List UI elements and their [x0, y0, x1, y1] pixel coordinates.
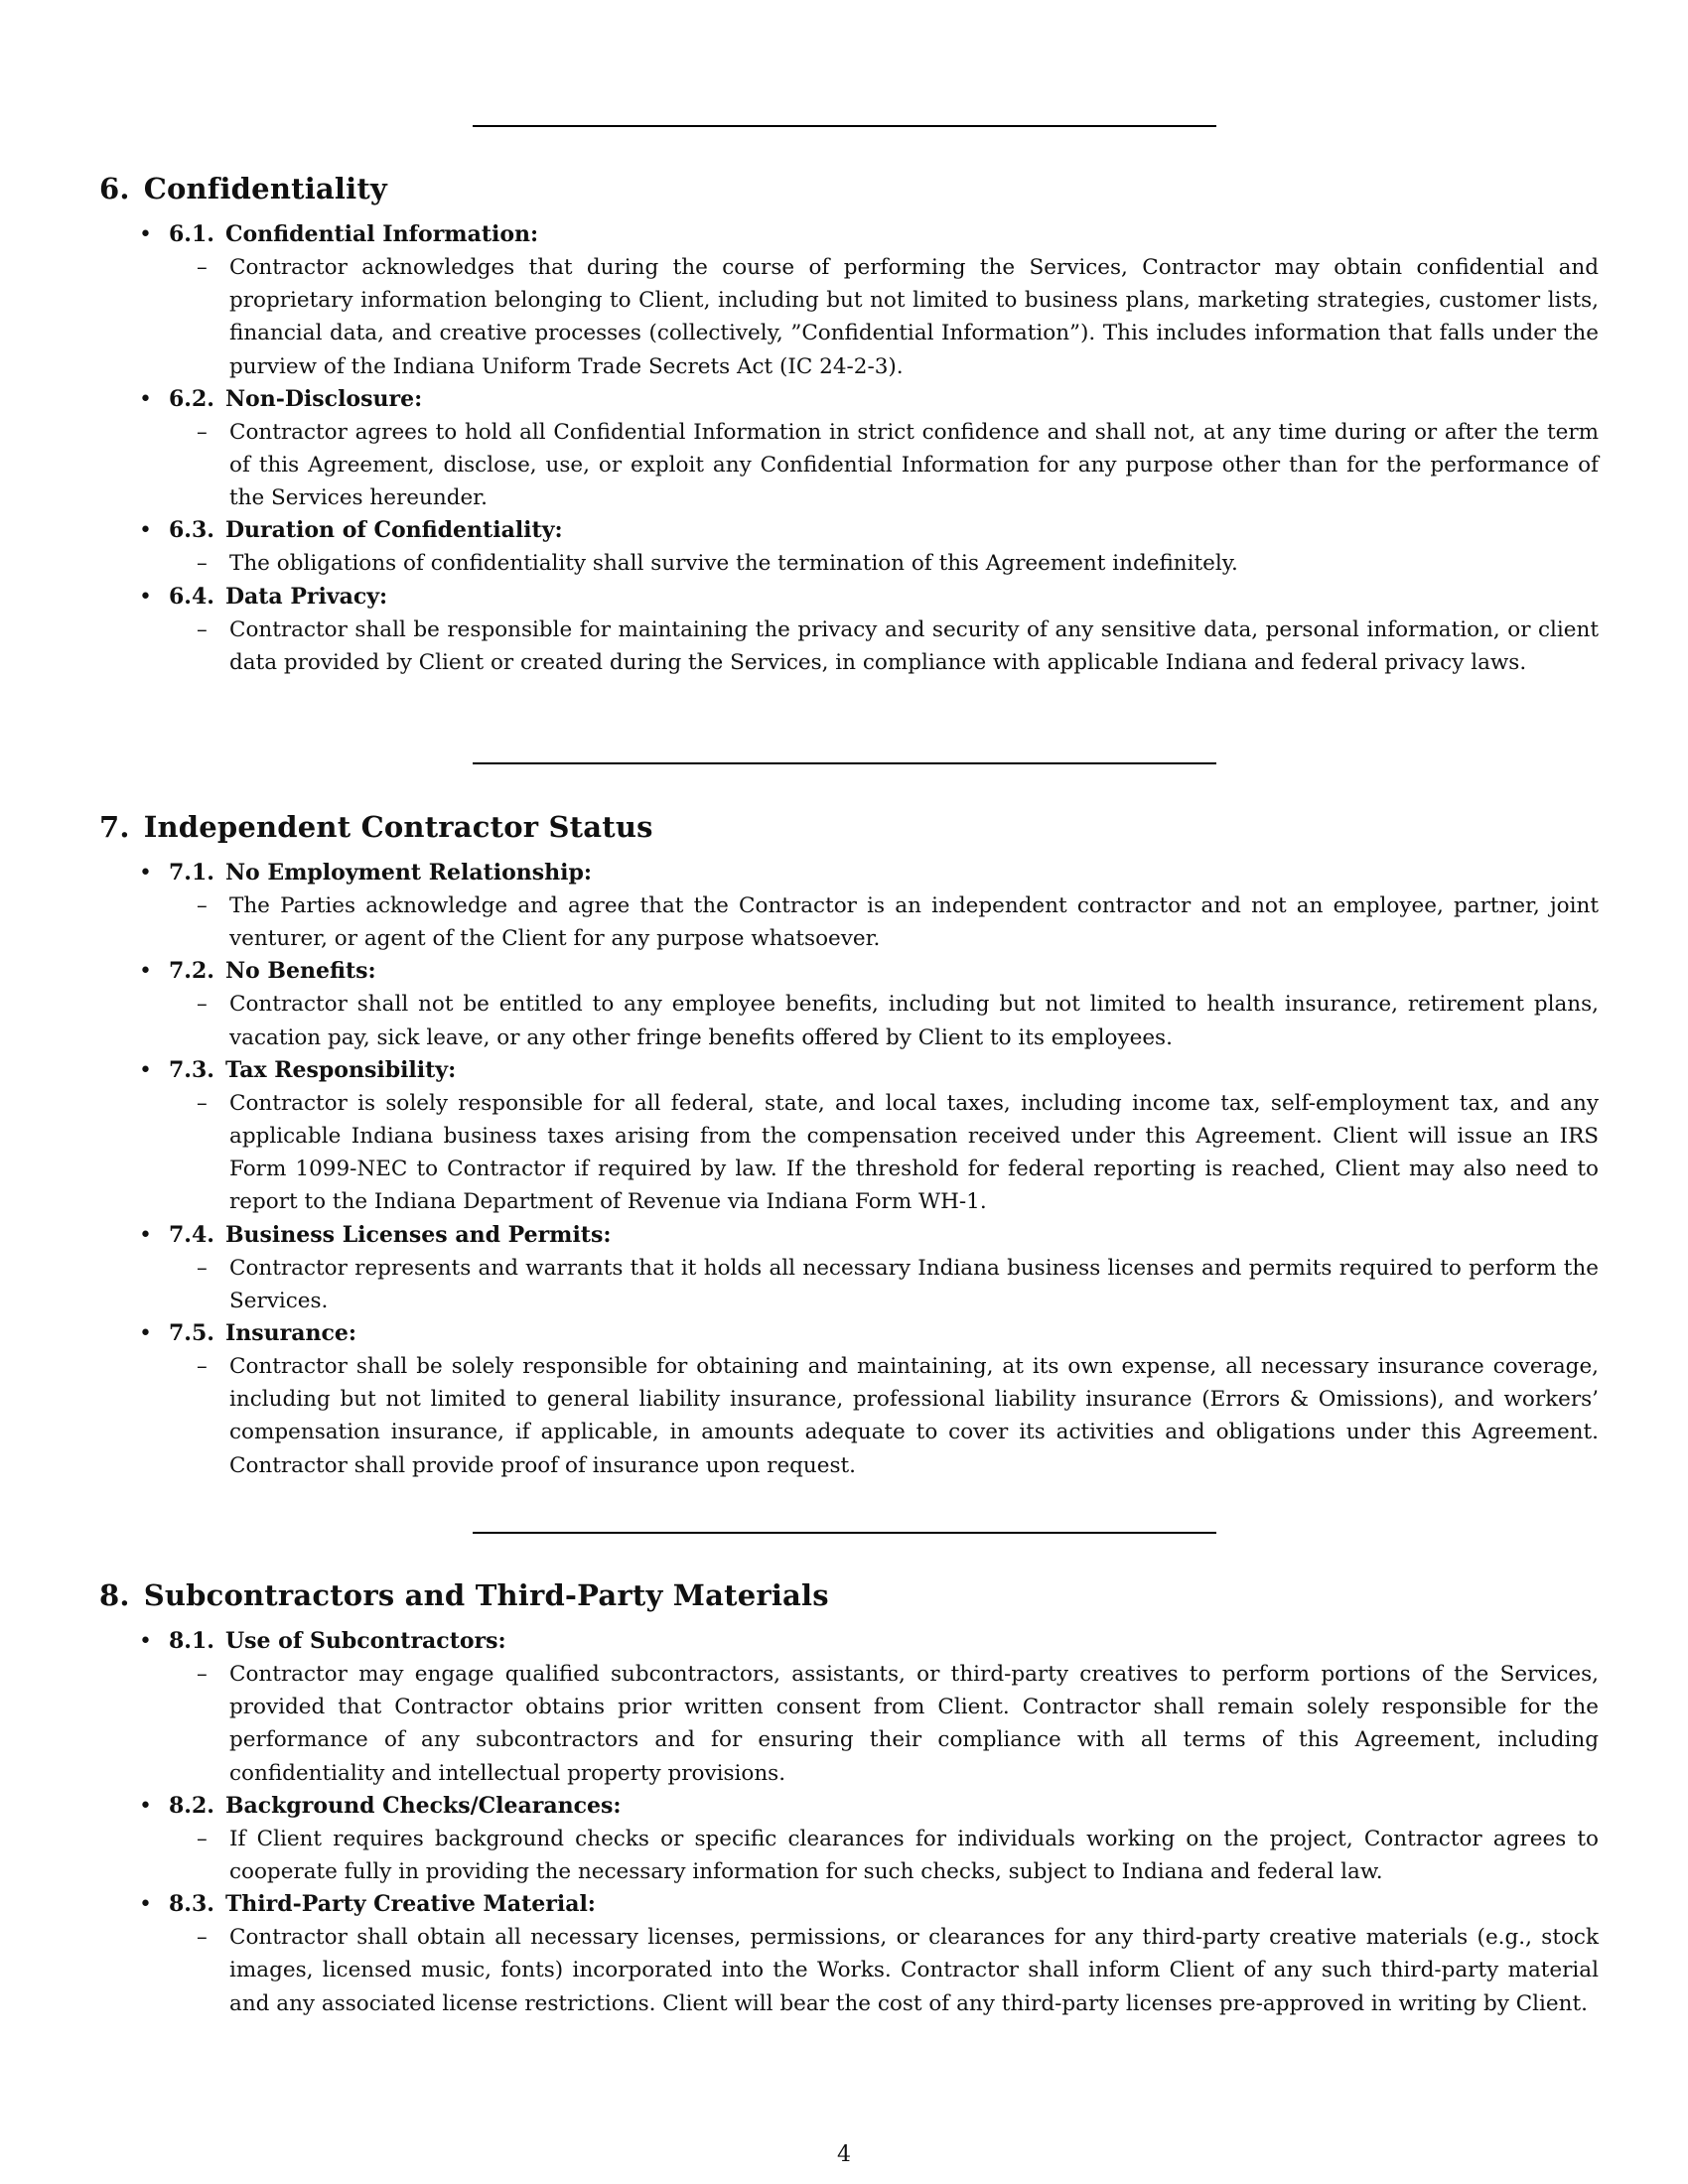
list-item: [99, 955, 1599, 1053]
dash-icon: –: [197, 1354, 208, 1380]
item-body: [169, 1087, 1599, 1219]
item-number: 6.1.: [169, 221, 214, 247]
section-number: 6.: [99, 172, 130, 205]
item-number: 7.1.: [169, 860, 214, 886]
list-item: [99, 1625, 1599, 1790]
section-number: 7.: [99, 810, 130, 844]
item-body: [169, 416, 1599, 515]
dash-icon: –: [197, 1090, 208, 1116]
item-number: 8.3.: [169, 1891, 214, 1918]
item-number: 6.3.: [169, 517, 214, 544]
dash-icon: –: [197, 551, 208, 577]
bullet-icon: •: [139, 1629, 152, 1654]
item-body: [169, 614, 1599, 679]
list-item: [99, 581, 1599, 679]
item-body: [169, 1921, 1599, 2020]
item-body: [169, 1823, 1599, 1888]
list-item: [99, 857, 1599, 955]
dash-icon: –: [197, 1826, 208, 1851]
item-title: Use of Subcontractors:: [224, 1628, 506, 1654]
item-heading: [169, 857, 1599, 889]
item-number: 6.2.: [169, 385, 214, 412]
section-items: [99, 218, 1599, 679]
item-body: [169, 889, 1599, 955]
item-title: No Benefits:: [224, 958, 376, 985]
item-text: Contractor shall not be entitled to any employee benefits, including but not limited to health insurance, retirement plans, vacation pay, sick leave, or any other fringe benefits offered by Client to its employees.: [229, 992, 1599, 1050]
list-item: [99, 218, 1599, 383]
item-text: Contractor shall be solely responsible for obtaining and maintaining, at its own expense, all necessary insurance coverage, including but not limited to general liability insurance, professional liability insurance (Errors & Omissions), and workers’ compensation insurance, if applicable, in amounts adequate to cover its activities and obligations under this Agreement. Contractor shall provide proof of insurance upon request.: [229, 1354, 1599, 1478]
section-6: [99, 171, 1599, 679]
item-heading: [169, 383, 1599, 416]
page-number: 4: [837, 2142, 851, 2167]
dash-icon: –: [197, 1255, 208, 1281]
section-items: [99, 1625, 1599, 2020]
dash-icon: –: [197, 1925, 208, 1951]
section-title: Independent Contractor Status: [143, 810, 653, 844]
section-heading: [99, 809, 1599, 845]
item-body: [169, 988, 1599, 1053]
item-text: Contractor may engage qualified subcontractors, assistants, or third-party creatives to perform portions of the Services, provided that Contractor obtains prior written consent from Client. Contractor shall remain solely responsible for the performance of any subcontractors and for ensuring their compliance with all terms of this Agreement, including confidentiality and intellectual property provisions.: [229, 1662, 1599, 1786]
bullet-icon: •: [139, 1057, 152, 1083]
bullet-icon: •: [139, 1321, 152, 1347]
item-heading: [169, 1317, 1599, 1350]
item-text: The obligations of confidentiality shall survive the termination of this Agreement indefinitely.: [229, 551, 1238, 577]
item-heading: [169, 581, 1599, 614]
item-text: Contractor is solely responsible for all federal, state, and local taxes, including income tax, self-employment tax, and any applicable Indiana business taxes arising from the compensation received under this Agreement. Client will issue an IRS Form 1099-NEC to Contractor if required by law. If the threshold for federal reporting is reached, Client may also need to report to the Indiana Department of Revenue via Indiana Form WH-1.: [229, 1090, 1599, 1215]
item-number: 7.3.: [169, 1056, 214, 1083]
section-7: [99, 809, 1599, 1482]
list-item: [99, 1317, 1599, 1482]
item-text: If Client requires background checks or specific clearances for individuals working on the project, Contractor agrees to cooperate fully in providing the necessary information for such checks, subject to Indiana and federal law.: [229, 1826, 1599, 1885]
item-body: [169, 547, 1599, 580]
section-divider: [473, 762, 1216, 764]
item-title: Confidential Information:: [224, 221, 539, 247]
dash-icon: –: [197, 616, 208, 642]
item-body: [169, 1350, 1599, 1482]
item-heading: [169, 1888, 1599, 1921]
bullet-icon: •: [139, 222, 152, 247]
list-item: [99, 1790, 1599, 1888]
item-text: Contractor agrees to hold all Confidential Information in strict confidence and shall not, at any time during or after the term of this Agreement, disclose, use, or exploit any Confidential Information for any purpose other than for the performance of the Services hereunder.: [229, 419, 1599, 511]
item-number: 7.4.: [169, 1221, 214, 1248]
item-title: Tax Responsibility:: [224, 1056, 457, 1083]
bullet-icon: •: [139, 584, 152, 610]
dash-icon: –: [197, 992, 208, 1018]
dash-icon: –: [197, 419, 208, 445]
section-divider: [473, 1532, 1216, 1534]
item-heading: [169, 955, 1599, 988]
list-item: [99, 1054, 1599, 1219]
section-title: Subcontractors and Third-Party Materials: [143, 1578, 829, 1612]
item-text: The Parties acknowledge and agree that the Contractor is an independent contractor and not an employee, partner, joint venturer, or agent of the Client for any purpose whatsoever.: [229, 893, 1599, 952]
list-item: [99, 1888, 1599, 2020]
bullet-icon: •: [139, 518, 152, 544]
item-number: 8.1.: [169, 1628, 214, 1654]
item-title: Third-Party Creative Material:: [224, 1891, 596, 1918]
bullet-icon: •: [139, 959, 152, 985]
item-title: Business Licenses and Permits:: [224, 1221, 612, 1248]
item-heading: [169, 514, 1599, 547]
list-item: [99, 1219, 1599, 1317]
item-number: 7.5.: [169, 1320, 214, 1347]
item-body: [169, 251, 1599, 383]
item-heading: [169, 1054, 1599, 1087]
item-text: Contractor represents and warrants that it holds all necessary Indiana business licenses and permits required to perform the Services.: [229, 1255, 1599, 1313]
dash-icon: –: [197, 255, 208, 280]
section-heading: [99, 1577, 1599, 1613]
section-title: Confidentiality: [143, 172, 387, 205]
item-number: 8.2.: [169, 1792, 214, 1819]
section-divider: [473, 125, 1216, 127]
item-title: Duration of Confidentiality:: [224, 517, 563, 544]
item-heading: [169, 1625, 1599, 1658]
bullet-icon: •: [139, 386, 152, 412]
item-text: Contractor shall obtain all necessary licenses, permissions, or clearances for any third-party creative materials (e.g., stock images, licensed music, fonts) incorporated into the Works. Contractor shall inform Client of any such third-party material and any associated license restrictions. Client will bear the cost of any third-party licenses pre-approved in writing by Client.: [229, 1925, 1599, 2016]
item-number: 6.4.: [169, 583, 214, 610]
item-number: 7.2.: [169, 958, 214, 985]
item-title: Data Privacy:: [224, 583, 388, 610]
list-item: [99, 383, 1599, 515]
bullet-icon: •: [139, 1793, 152, 1819]
dash-icon: –: [197, 893, 208, 918]
item-heading: [169, 1790, 1599, 1823]
item-text: Contractor acknowledges that during the course of performing the Services, Contractor may obtain confidential and proprietary information belonging to Client, including but not limited to business plans, marketing strategies, customer lists, financial data, and creative processes (collectively, ”Confidential Information”). This includes information that falls under the purview of the Indiana Uniform Trade Secrets Act (IC 24-2-3).: [229, 255, 1599, 379]
item-title: Non-Disclosure:: [224, 385, 423, 412]
dash-icon: –: [197, 1662, 208, 1687]
item-heading: [169, 1219, 1599, 1252]
section-heading: [99, 171, 1599, 206]
section-number: 8.: [99, 1578, 130, 1612]
list-item: [99, 514, 1599, 580]
item-body: [169, 1658, 1599, 1790]
bullet-icon: •: [139, 1892, 152, 1918]
bullet-icon: •: [139, 861, 152, 886]
bullet-icon: •: [139, 1222, 152, 1248]
section-items: [99, 857, 1599, 1482]
item-heading: [169, 218, 1599, 251]
item-title: No Employment Relationship:: [224, 860, 593, 886]
item-title: Insurance:: [224, 1320, 356, 1347]
item-text: Contractor shall be responsible for maintaining the privacy and security of any sensitive data, personal information, or client data provided by Client or created during the Services, in compliance with applicable Indiana and federal privacy laws.: [229, 616, 1599, 675]
item-title: Background Checks/Clearances:: [224, 1792, 622, 1819]
item-body: [169, 1252, 1599, 1317]
section-8: [99, 1577, 1599, 2020]
